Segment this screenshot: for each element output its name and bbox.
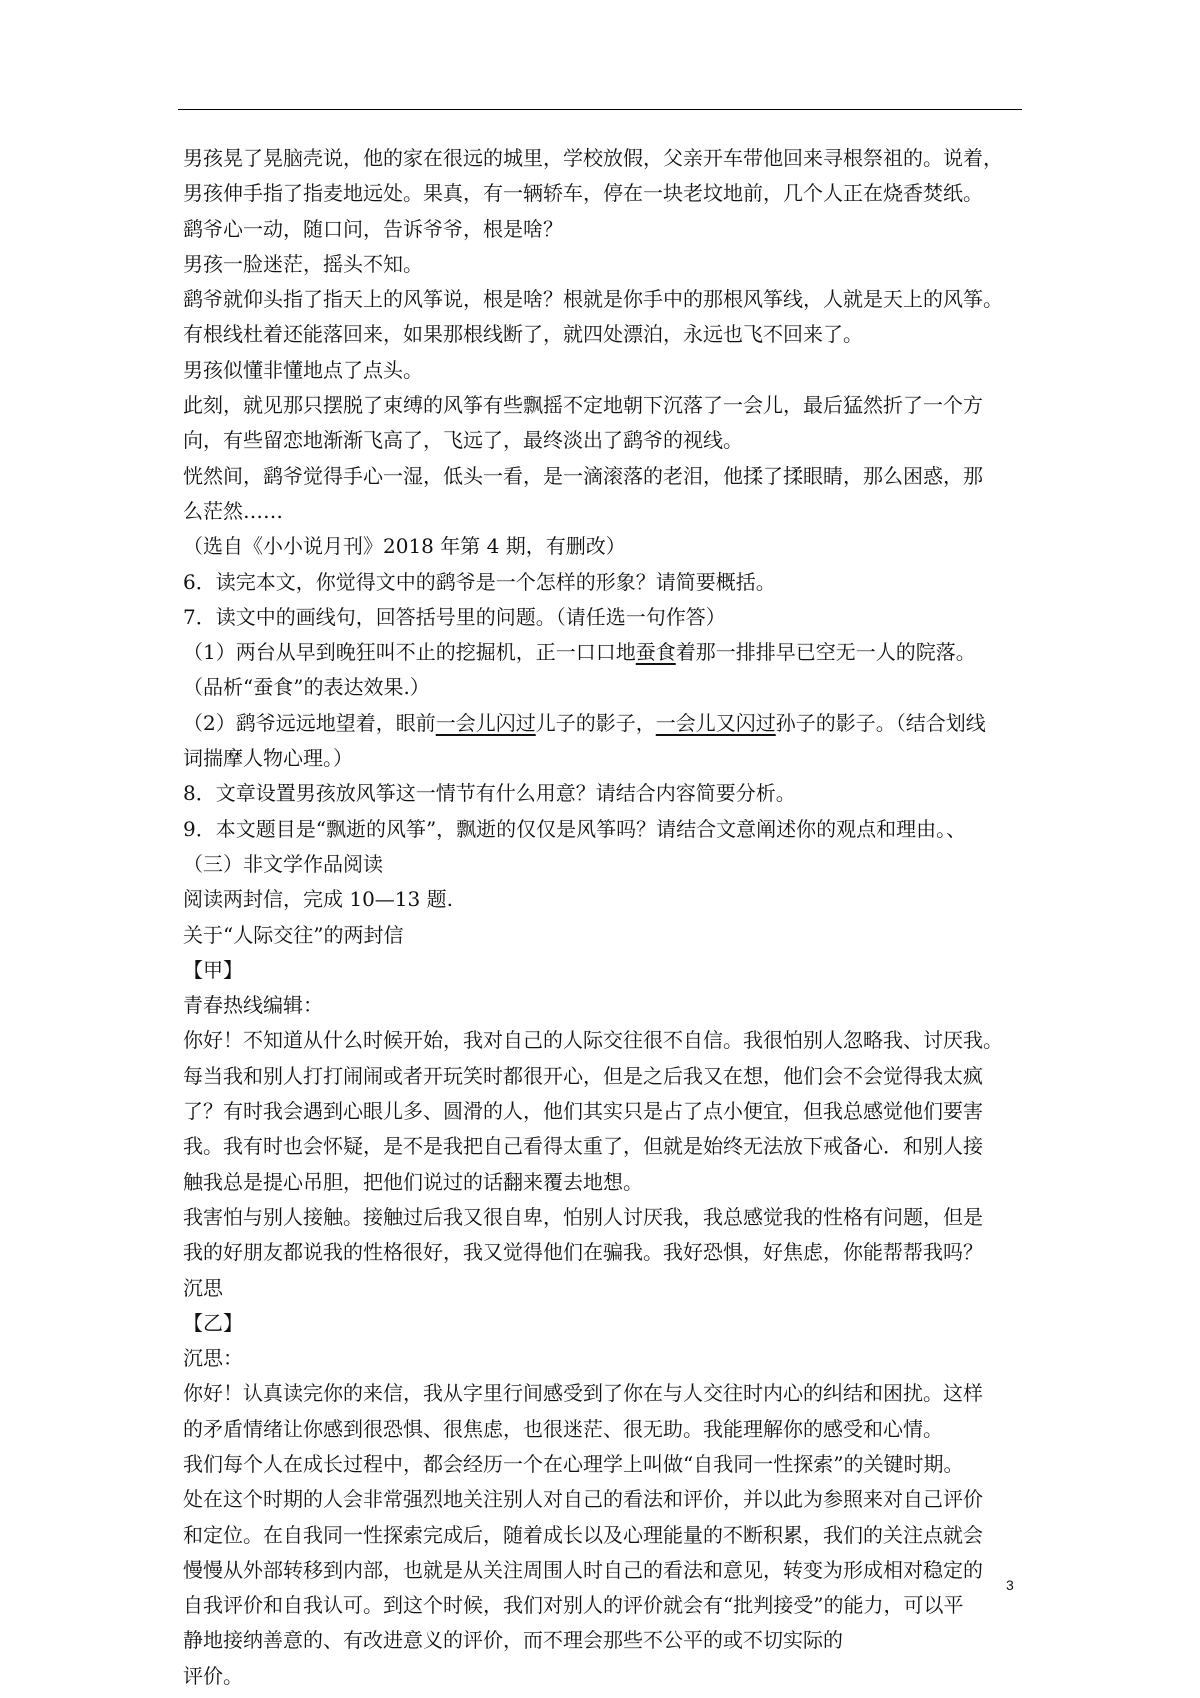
- text-line: 向，有些留恋地渐渐飞高了，飞远了，最终淡出了鹞爷的视线。: [183, 428, 743, 453]
- text-line: 我的好朋友都说我的性格很好，我又觉得他们在骗我。我好恐惧，好焦虑，你能帮帮我吗？: [183, 1240, 983, 1265]
- text-line: 鹞爷心一动，随口问，告诉爷爷，根是啥？: [183, 216, 563, 241]
- question-7: 7．读文中的画线句，回答括号里的问题。（请任选一句作答）: [183, 604, 726, 629]
- q7-2-pre: （2）鹞爷远远地望着，眼前: [183, 710, 436, 735]
- q7-1-pre: （1）两台从早到晚狂叫不止的挖掘机，正一口口地: [183, 640, 636, 665]
- question-7-2-prompt: 词揣摩人物心理。）: [183, 746, 353, 771]
- reading-instruction: 阅读两封信，完成 10—13 题.: [183, 887, 453, 912]
- text-line: 我。我有时也会怀疑，是不是我把自己看得太重了，但就是始终无法放下戒备心．和别人接: [183, 1134, 983, 1159]
- article-title: 关于“人际交往”的两封信: [183, 922, 404, 947]
- text-line: 评价。: [183, 1663, 243, 1688]
- q7-1-post: 着那一排排早已空无一人的院落。: [675, 640, 976, 665]
- underlined-word-cansi: 蚕食: [635, 640, 676, 665]
- text-line: 了？有时我会遇到心眼儿多、圆滑的人，他们其实只是占了点小便宜，但我总感觉他们要害: [183, 1099, 983, 1124]
- text-line: 男孩一脸迷茫，摇头不知。: [183, 251, 423, 276]
- header-rule: [178, 109, 1022, 110]
- text-line: 此刻，就见那只摆脱了束缚的风筝有些飘摇不定地朝下沉落了一会儿，最后猛然折了一个方: [183, 393, 983, 418]
- text-line: 有根线杜着还能落回来，如果那根线断了，就四处漂泊，永远也飞不回来了。: [183, 322, 863, 347]
- text-line: 你好！不知道从什么时候开始，我对自己的人际交往很不自信。我很怕别人忽略我、讨厌我。: [183, 1028, 1003, 1053]
- text-line: 处在这个时期的人会非常强烈地关注别人对自己的看法和评价，并以此为参照来对自己评价: [183, 1487, 983, 1512]
- section-heading: （三）非文学作品阅读: [183, 851, 383, 876]
- text-line: 沉思: [183, 1275, 223, 1300]
- text-line: 我们每个人在成长过程中，都会经历一个在心理学上叫做“自我同一性探索”的关键时期。: [183, 1451, 964, 1476]
- question-7-1-prompt: （品析“蚕食”的表达效果.）: [183, 675, 430, 700]
- text-line: 自我评价和自我认可。到这个时候，我们对别人的评价就会有“批判接受”的能力，可以平: [183, 1593, 964, 1618]
- text-line: 鹞爷就仰头指了指天上的风筝说，根是啥？根就是你手中的那根风筝线，人就是天上的风筝。: [183, 287, 1003, 312]
- underlined-phrase-2: 一会儿又闪过: [655, 710, 776, 735]
- text-line: 我害怕与别人接触。接触过后我又很自卑，怕别人讨厌我，我总感觉我的性格有问题，但是: [183, 1204, 983, 1229]
- question-7-2: [183, 706, 1023, 741]
- text-line: 慢慢从外部转移到内部，也就是从关注周围人时自己的看法和意见，转变为形成相对稳定的: [183, 1557, 983, 1582]
- text-line: 男孩似懂非懂地点了点头。: [183, 357, 423, 382]
- page-number: 3: [1006, 1577, 1014, 1593]
- text-line: 男孩伸手指了指麦地远处。果真，有一辆轿车，停在一块老坟地前，几个人正在烧香焚纸。: [183, 181, 983, 206]
- q7-2-mid: 儿子的影子，: [535, 710, 656, 735]
- text-line: 沉思：: [183, 1346, 243, 1371]
- text-line: 触我总是提心吊胆，把他们说过的话翻来覆去地想。: [183, 1169, 643, 1194]
- question-9: 9．本文题目是“飘逝的风筝”，飘逝的仅仅是风筝吗？请结合文意阐述你的观点和理由。、: [183, 816, 967, 841]
- text-line: 男孩晃了晃脑壳说，他的家在很远的城里，学校放假，父亲开车带他回来寻根祭祖的。说着，: [183, 146, 1003, 170]
- text-line: 你好！认真读完你的来信，我从字里行间感受到了你在与人交往时内心的纠结和困扰。这样: [183, 1381, 983, 1406]
- text-line: 恍然间，鹞爷觉得手心一湿，低头一看，是一滴滚落的老泪，他揉了揉眼睛，那么困惑，那: [183, 463, 983, 488]
- letter-a-label: 【甲】: [183, 957, 243, 982]
- text-line: 每当我和别人打打闹闹或者开玩笑时都很开心，但是之后我又在想，他们会不会觉得我太疯: [183, 1063, 983, 1088]
- text-line: 静地接纳善意的、有改进意义的评价，而不理会那些不公平的或不切实际的: [183, 1628, 843, 1653]
- q7-2-post: 孙子的影子。（结合划线: [775, 710, 986, 735]
- question-6: 6．读完本文，你觉得文中的鹞爷是一个怎样的形象？请简要概括。: [183, 569, 776, 594]
- source-citation: （选自《小小说月刊》2018 年第 4 期，有删改）: [183, 534, 626, 559]
- underlined-phrase-1: 一会儿闪过: [435, 710, 536, 735]
- text-line: 的矛盾情绪让你感到很恐惧、很焦虑，也很迷茫、很无助。我能理解你的感受和心情。: [183, 1416, 943, 1441]
- letter-b-label: 【乙】: [183, 1310, 243, 1335]
- question-7-1: [183, 635, 1023, 670]
- page-content: [183, 141, 1023, 1694]
- text-line: 青春热线编辑：: [183, 993, 323, 1018]
- text-line: 和定位。在自我同一性探索完成后，随着成长以及心理能量的不断积累，我们的关注点就会: [183, 1522, 983, 1547]
- question-8: 8．文章设置男孩放风筝这一情节有什么用意？请结合内容简要分析。: [183, 781, 796, 806]
- text-line: 么茫然……: [183, 498, 283, 523]
